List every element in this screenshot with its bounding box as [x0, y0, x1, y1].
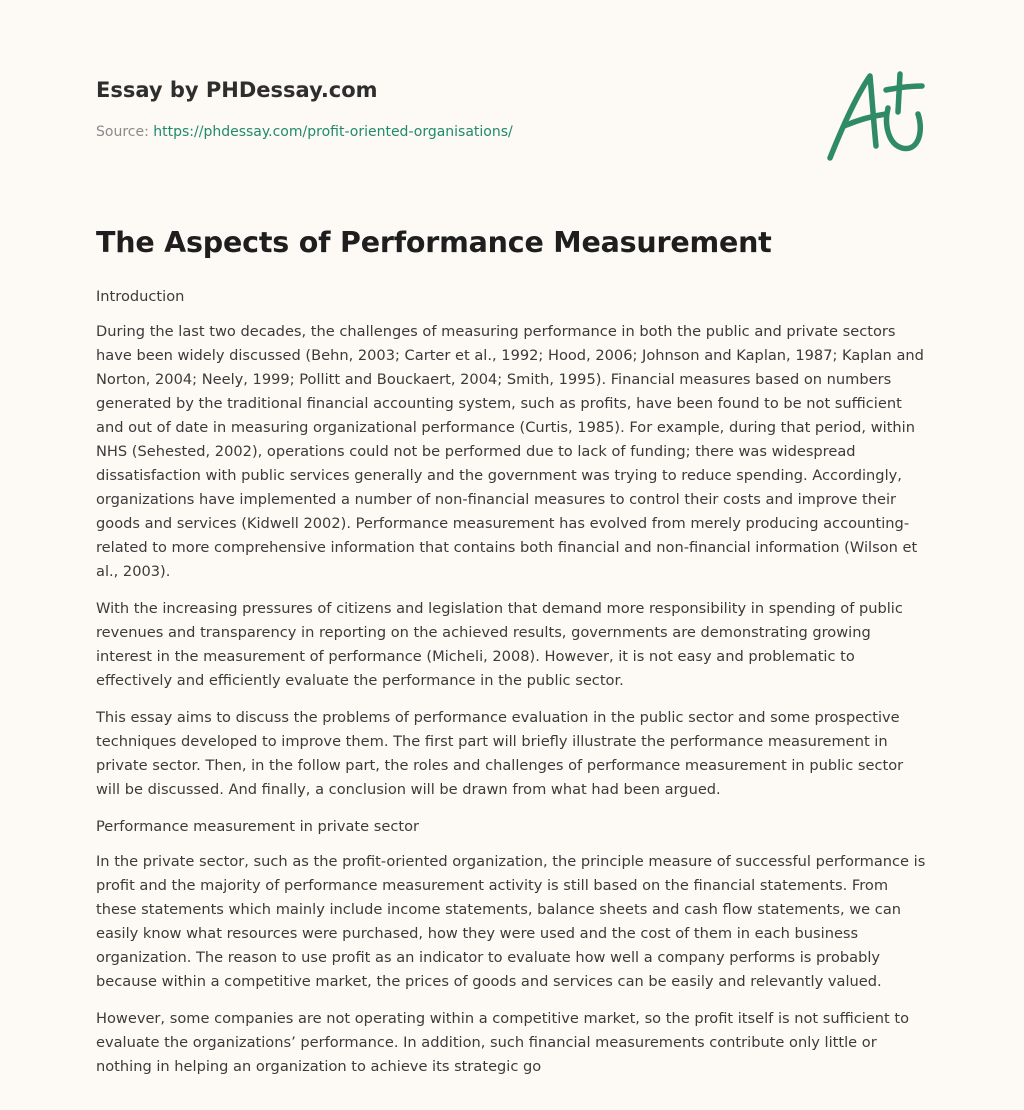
page-title: The Aspects of Performance Measurement [96, 226, 772, 259]
paragraph: This essay aims to discuss the problems of performance evaluation in the public sector and some prospective techniques developed to improve them. The first part will briefly illustrate the performance measurement in private sector. Then, in the follow part, the roles and challenges of performance measurement in public sector will be discussed. And finally, a conclusion will be drawn from what had been argued. [96, 709, 904, 798]
source-line [96, 124, 513, 140]
paragraph: However, some companies are not operating within a competitive market, so the profit itself is not sufficient to evaluate the organizations’ performance. In addition, such financial measurements contribute only little or nothing in helping an organization to achieve its strategic go [96, 1010, 910, 1075]
paragraph: During the last two decades, the challenges of measuring performance in both the public and private sectors have been widely discussed (Behn, 2003; Carter et al., 1992; Hood, 2006; Johnson and Kaplan, 1987; Kaplan and Norton, 2004; Neely, 1999; Pollitt and Bouckaert, 2004; Smith, 1995). Financial measures based on numbers generated by the traditional financial accounting system, such as profits, have been found to be not sufficient and out of date in measuring organizational performance (Curtis, 1985). For example, during that period, within NHS (Sehested, 2002), operations could not be performed due to lack of funding; there was widespread dissatisfaction with public services generally and the government was trying to reduce spending. Accordingly, organizations have implemented a number of non-financial measures to control their costs and improve their goods and services (Kidwell 2002). Performance measurement has evolved from merely producing accounting-related to more comprehensive information that contains both financial and non-financial information (Wilson et al., 2003). [96, 323, 924, 580]
source-link[interactable]: https://phdessay.com/profit-oriented-organisations/ [153, 124, 513, 140]
article-body [96, 285, 930, 1092]
section-heading-introduction: Introduction [96, 288, 185, 305]
paragraph: With the increasing pressures of citizens and legislation that demand more responsibility in spending of public revenues and transparency in reporting on the achieved results, governments are demonstrating growing interest in the measurement of performance (Micheli, 2008). However, it is not easy and problematic to effectively and efficiently evaluate the performance in the public sector. [96, 600, 903, 689]
source-label: Source: [96, 124, 154, 140]
section-heading-private-sector: Performance measurement in private sector [96, 818, 420, 835]
a-plus-icon [826, 68, 926, 164]
site-brand: Essay by PHDessay.com [96, 78, 378, 102]
paragraph: In the private sector, such as the profit-oriented organization, the principle measure of successful performance is profit and the majority of performance measurement activity is still based on the financial statements. From these statements which mainly include income statements, balance sheets and cash flow statements, we can easily know what resources were purchased, how they were used and the cost of them in each business organization. The reason to use profit as an indicator to evaluate how well a company performs is probably because within a competitive market, the prices of goods and services can be easily and relevantly valued. [96, 853, 926, 990]
